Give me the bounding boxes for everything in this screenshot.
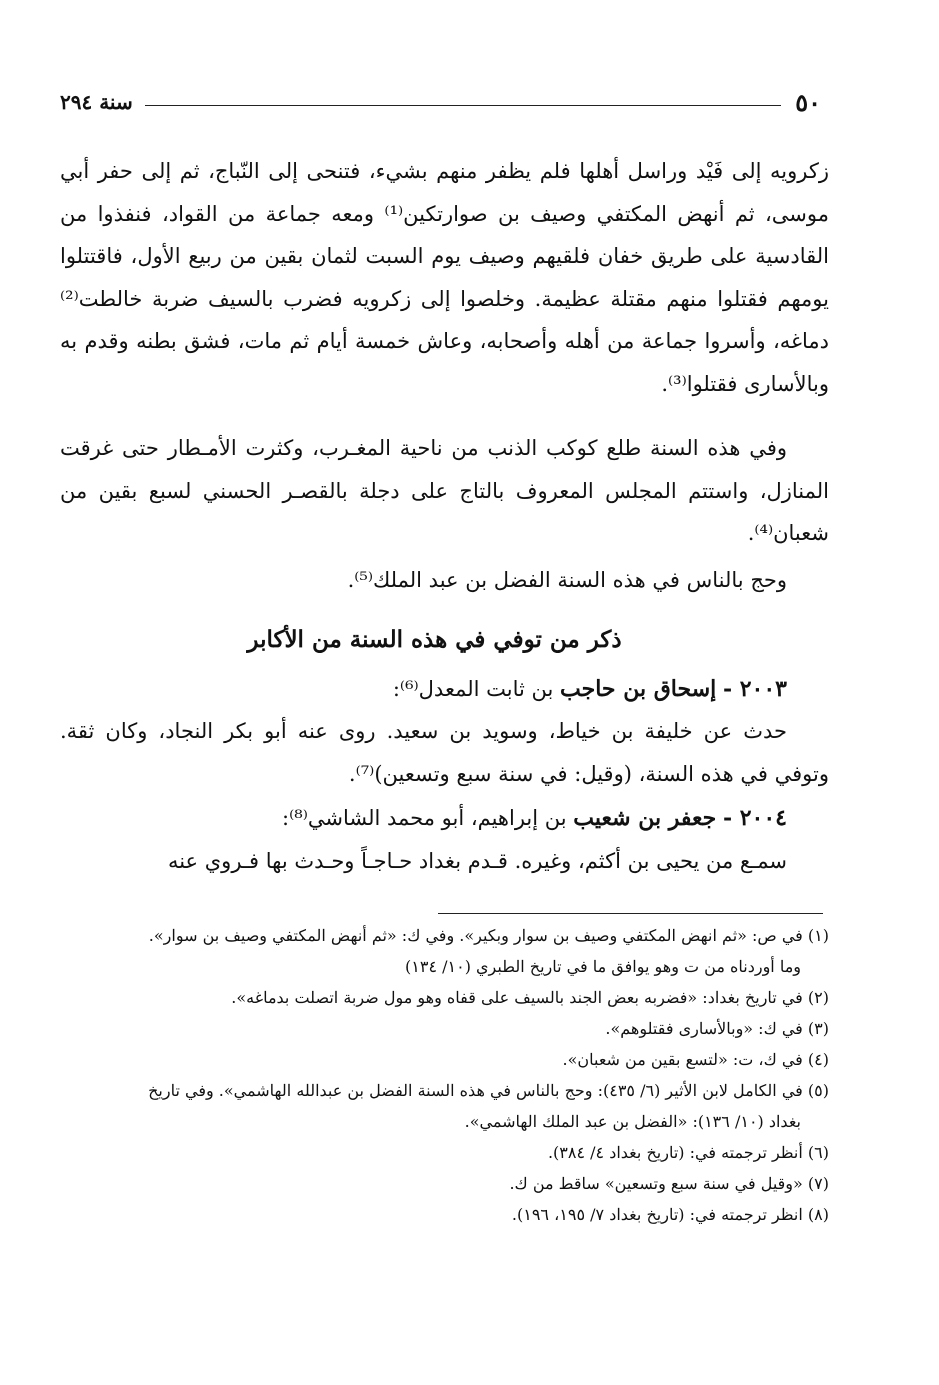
entry-2004-heading bbox=[60, 797, 829, 840]
paragraph-3: وحج بالناس في هذه السنة الفضل بن عبد الملك⁽⁵⁾. bbox=[347, 567, 787, 592]
entry-2003-lineage: بن ثابت المعدل⁽⁶⁾: bbox=[392, 676, 561, 701]
paragraph-1: زكرويه إلى فَيْد وراسل أهلها فلم يظفر منهم بشيء، فتنحى إلى النّباج، ثم إلى حفر أبي موسى، ثم أنهض المكتفي وصيف بن صوارتكين⁽¹⁾ ومعه جماعة من القواد، فنفذوا من القادسية على طريق خفان فلقيهم وصيف يوم السبت لثمان بقين من ربيع الأول، فاقتتلوا يومهم فقتلوا منهم مقتلة عظيمة. وخلصوا إلى زكرويه فضرب بالسيف ضربة خالطت⁽²⁾ دماغه، وأسروا جماعة من أهله وأصحابه، وعاش خمسة أيام ثم مات، فشق بطنه وقدم به وبالأسارى فقتلوا⁽³⁾. bbox=[60, 159, 829, 396]
entry-2004-number: ٢٠٠٤ - bbox=[722, 805, 787, 831]
footnote-7: (٧) «وقيل في سنة سبع وتسعين» ساقط من ك. bbox=[509, 1174, 829, 1193]
header-rule bbox=[145, 105, 782, 106]
entry-2003-heading bbox=[60, 668, 829, 711]
footnote-1-line-1: (١) في ص: «ثم انهض المكتفي وصيف بن سوار وبكير». وفي ك: «ثم أنهض المكتفي وصيف بن سوار». bbox=[148, 926, 829, 945]
footnote-4: (٤) في ك، ت: «لتسع بقين من شعبان». bbox=[562, 1050, 829, 1069]
footnote-5 bbox=[60, 1075, 829, 1137]
entry-2003-number: ٢٠٠٣ - bbox=[722, 675, 787, 702]
entry-2004-lineage: بن إبراهيم، أبو محمد الشاشي⁽⁸⁾: bbox=[282, 806, 574, 830]
footnote-5-line-1: (٥) في الكامل لابن الأثير (٦/ ٤٣٥): وحج بالناس في هذه السنة الفضل بن عبدالله الهاشمي». وفي تاريخ bbox=[148, 1081, 829, 1100]
footnote-5-line-2: بغداد (١٠/ ١٣٦): «الفضل بن عبد الملك الهاشمي». bbox=[464, 1112, 801, 1131]
paragraph-2: وفي هذه السنة طلع كوكب الذنب من ناحية المغـرب، وكثرت الأمـطار حتى غرقت المنازل، واستتم المجلس المعروف بالتاج على دجلة بالقصـر الحسني لسبع بقين من شعبان⁽⁴⁾. bbox=[60, 436, 829, 545]
page-number: ٥٠ bbox=[795, 87, 821, 117]
footnote-3: (٣) في ك: «وبالأسارى فقتلوهم». bbox=[605, 1019, 829, 1038]
footnote-1 bbox=[60, 920, 829, 982]
entry-2003-name: إسحاق بن حاجب bbox=[560, 675, 717, 702]
entry-2004-text: سمـع من يحيى بن أكثم، وغيره. قـدم بغداد حـاجـاً وحـدث بها فـروي عنه bbox=[167, 848, 787, 873]
footnote-1-line-2: وما أوردناه من ت وهو يوافق ما في تاريخ الطبري (١٠/ ١٣٤) bbox=[405, 957, 801, 976]
entry-2003-text: حدث عن خليفة بن خياط، وسويد بن سعيد. روى عنه أبو بكر النجاد، وكان ثقة. وتوفي في هذه السنة، (وقيل: في سنة سبع وتسعين)⁽⁷⁾. bbox=[60, 719, 829, 786]
footnotes bbox=[60, 920, 829, 1230]
footnote-2: (٢) في تاريخ بغداد: «فضربه بعض الجند بالسيف على قفاه وهو مول ضربة اتصلت بدماغه». bbox=[231, 988, 829, 1007]
running-head: سنة ٢٩٤ bbox=[60, 90, 133, 114]
footnote-6: (٦) أنظر ترجمته في: (تاريخ بغداد ٤/ ٣٨٤). bbox=[547, 1143, 829, 1162]
page-header bbox=[60, 84, 821, 120]
entry-2004-name: جعفر بن شعيب bbox=[573, 805, 717, 831]
section-title: ذكر من توفي في هذه السنة من الأكابر bbox=[247, 626, 622, 653]
main-text bbox=[60, 150, 829, 882]
footnote-8: (٨) انظر ترجمته في: (تاريخ بغداد ٧/ ١٩٥، ١٩٦). bbox=[511, 1205, 829, 1224]
footnote-rule bbox=[438, 913, 823, 914]
